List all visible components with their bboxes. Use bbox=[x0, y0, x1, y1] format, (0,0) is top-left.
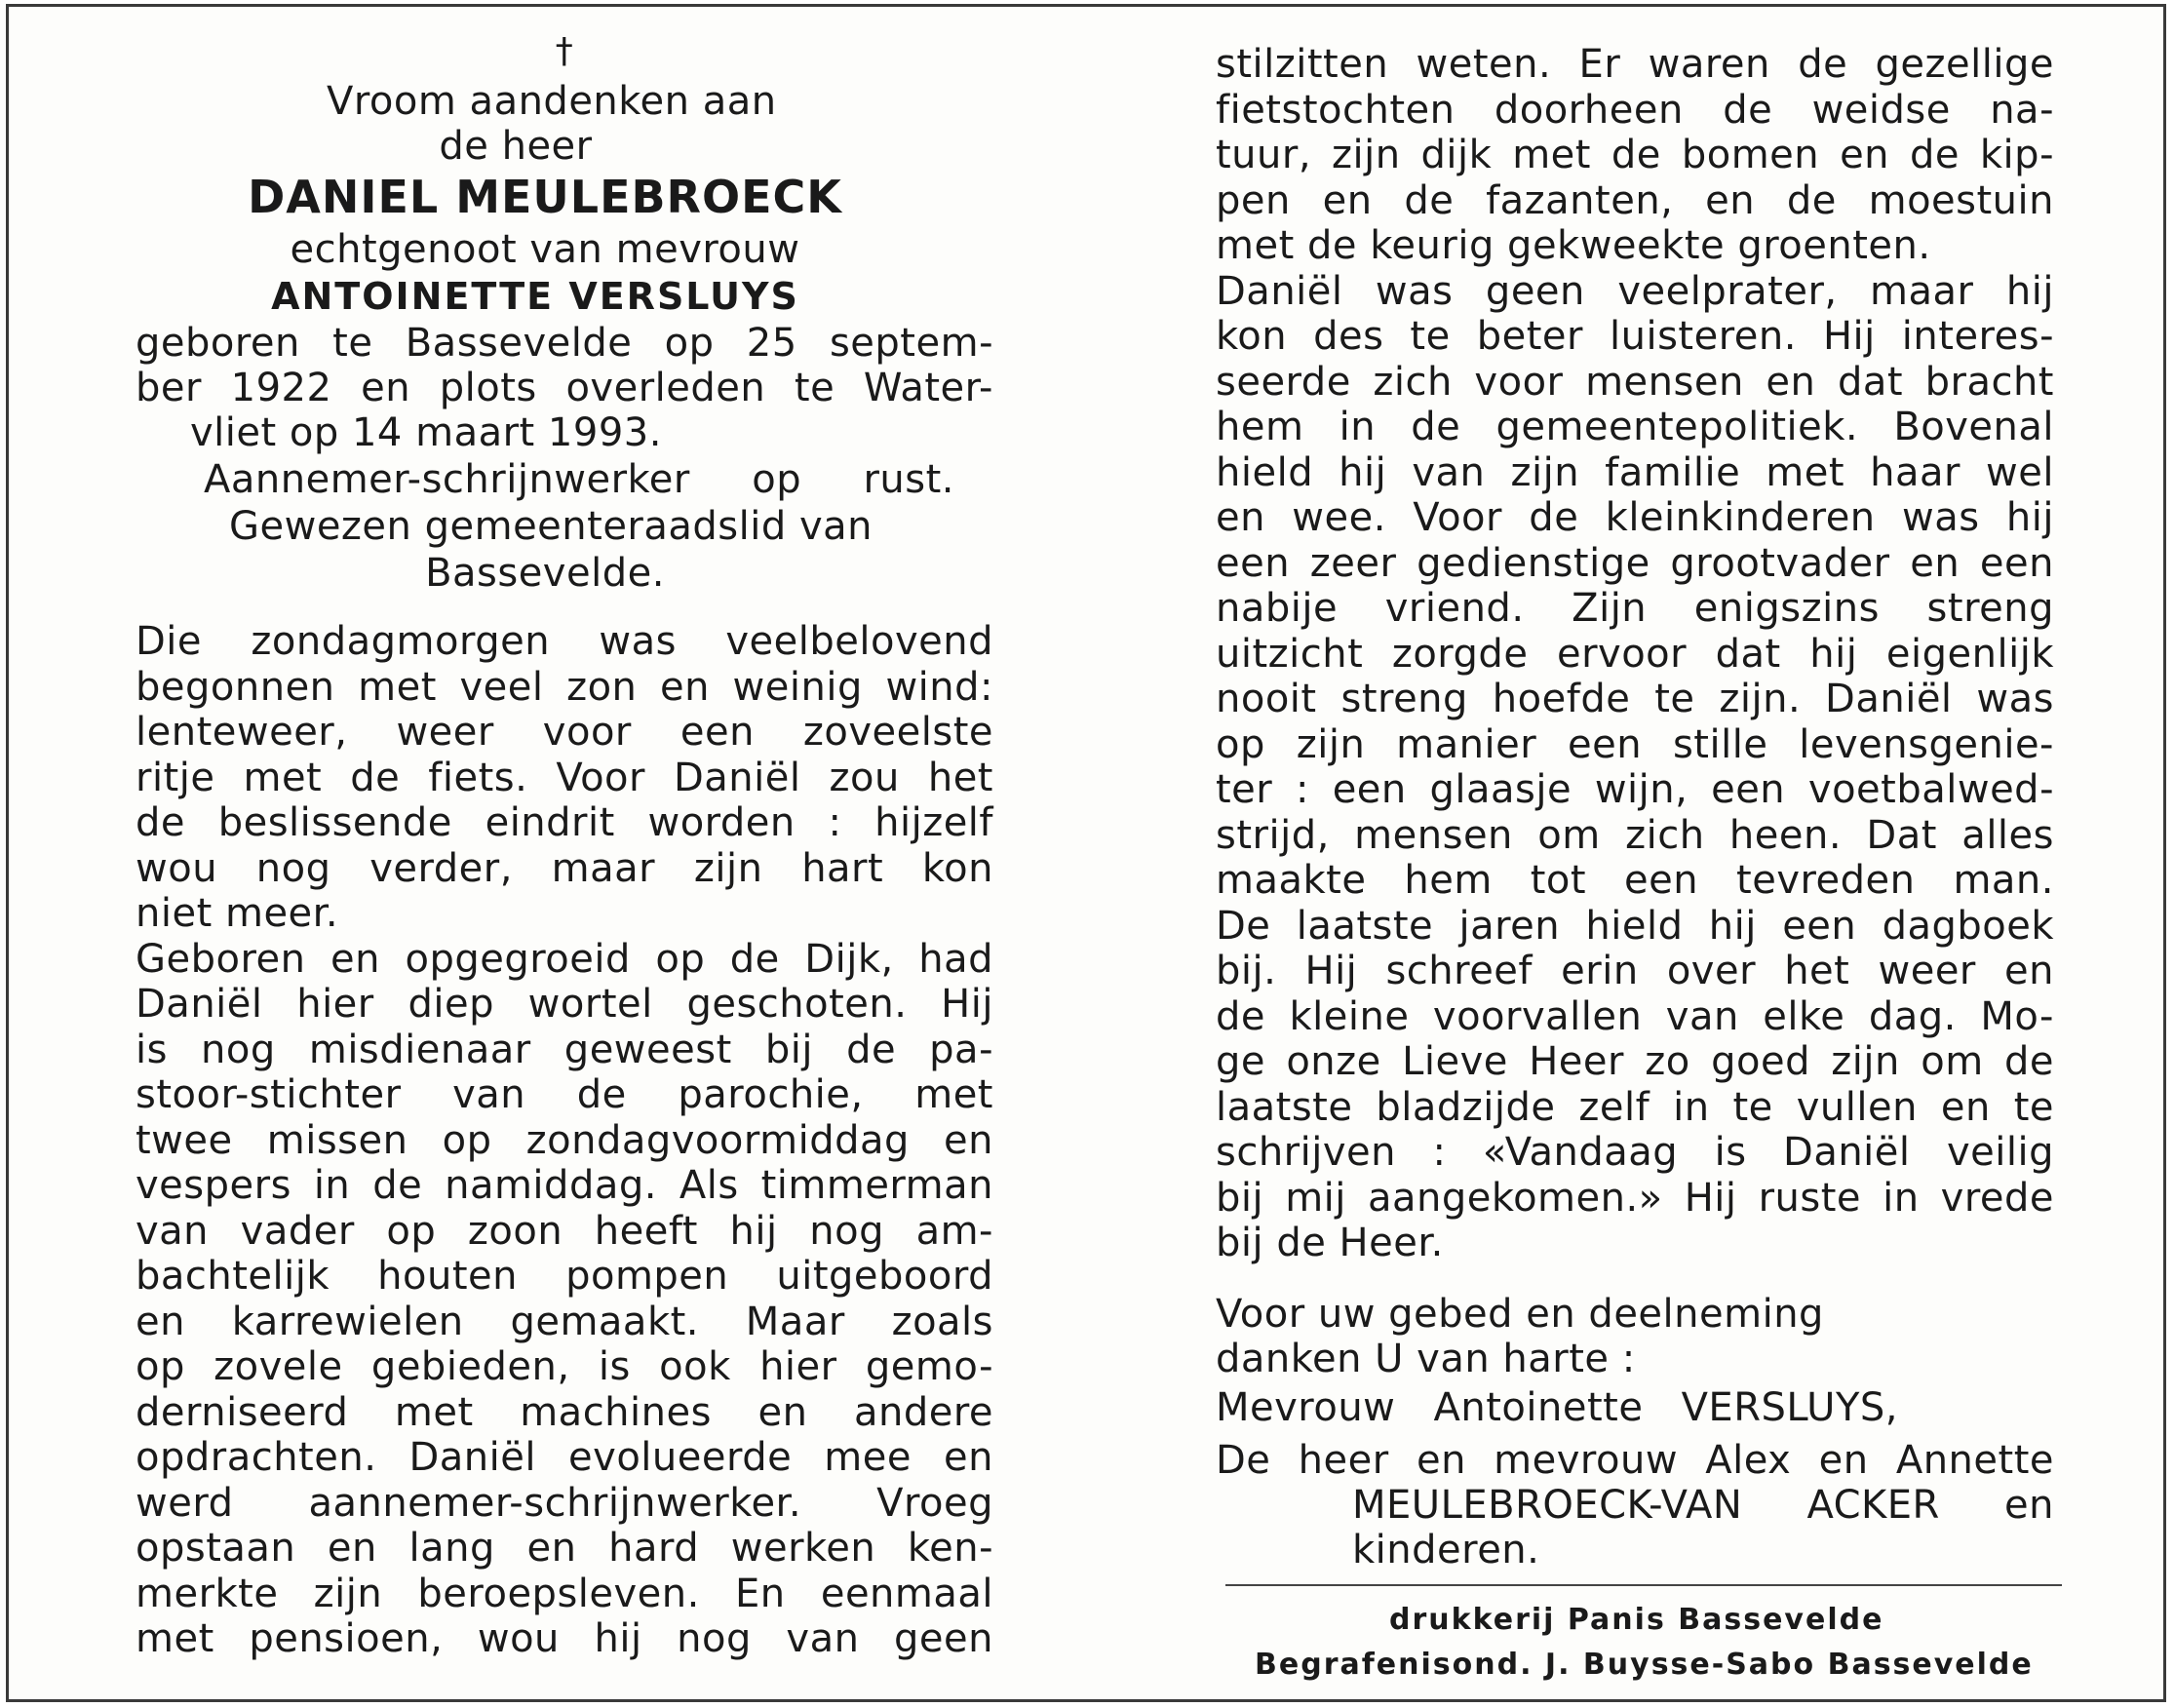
body-line: Die zondagmorgen was veelbelovend bbox=[136, 619, 993, 664]
body-line: opdrachten. Daniël evolueerde mee en bbox=[136, 1435, 993, 1480]
right-page bbox=[1216, 7, 2054, 1699]
details-line: ber 1922 en plots overleden te Water- bbox=[136, 366, 993, 410]
body-line: lenteweer, weer voor een zoveelste bbox=[136, 710, 993, 755]
printer-credit: drukkerij Panis Bassevelde bbox=[1389, 1603, 1884, 1637]
deceased-name: DANIEL MEULEBROECK bbox=[248, 171, 842, 223]
body-line: strijd, mensen om zich heen. Dat alles bbox=[1216, 812, 2054, 858]
body-line: de kleine voorvallen van elke dag. Mo- bbox=[1216, 993, 2054, 1039]
body-line: ter : een glaasje wijn, een voetbalwed- bbox=[1216, 767, 2054, 812]
body-line: en karrewielen gemaakt. Maar zoals bbox=[136, 1299, 993, 1344]
body-line: een zeer gedienstige grootvader en een bbox=[1216, 540, 2054, 586]
thanks-line: Voor uw gebed en deelneming bbox=[1216, 1292, 1824, 1337]
body-line: maakte hem tot een tevreden man. bbox=[1216, 858, 2054, 903]
body-line: seerde zich voor mensen en dat bracht bbox=[1216, 359, 2054, 405]
spouse-intro: echtgenoot van mevrouw bbox=[290, 227, 800, 272]
body-line: bachtelijk houten pompen uitgeboord bbox=[136, 1254, 993, 1299]
body-line: pen en de fazanten, en de moestuin bbox=[1216, 177, 2054, 223]
body-line: op zijn manier een stille levensgenie- bbox=[1216, 721, 2054, 767]
body-line: uitzicht zorgde ervoor dat hij eigenlijk bbox=[1216, 631, 2054, 677]
memorial-card bbox=[6, 4, 2166, 1702]
body-line: De laatste jaren hield hij een dagboek bbox=[1216, 903, 2054, 949]
body-line: wou nog verder, maar zijn hart kon bbox=[136, 845, 993, 891]
council-line: Gewezen gemeenteraadslid van bbox=[229, 504, 873, 549]
body-line: Daniël hier diep wortel geschoten. Hij bbox=[136, 982, 993, 1027]
body-line: bij de Heer. bbox=[1216, 1221, 1444, 1265]
body-line: en wee. Voor de kleinkinderen was hij bbox=[1216, 495, 2054, 540]
body-line: met pensioen, wou hij nog van geen bbox=[136, 1616, 993, 1661]
body-line: merkte zijn beroepsleven. En eenmaal bbox=[136, 1571, 993, 1616]
body-line: is nog misdienaar geweest bij de pa- bbox=[136, 1027, 993, 1072]
body-line: opstaan en lang en hard werken ken- bbox=[136, 1526, 993, 1571]
body-line: van vader op zoon heeft hij nog am- bbox=[136, 1208, 993, 1254]
cross-icon: † bbox=[555, 31, 574, 71]
body-line: Geboren en opgegroeid op de Dijk, had bbox=[136, 936, 993, 982]
details-line: vliet op 14 maart 1993. bbox=[190, 410, 662, 455]
body-line: fietstochten doorheen de weidse na- bbox=[1216, 87, 2054, 133]
body-line: nabije vriend. Zijn enigszins streng bbox=[1216, 586, 2054, 631]
divider bbox=[1225, 1584, 2062, 1586]
body-line: vespers in de namiddag. Als timmerman bbox=[136, 1163, 993, 1208]
body-line: bij mij aangekomen.» Hij ruste in vrede bbox=[1216, 1175, 2054, 1221]
body-line: schrijven : «Vandaag is Daniël veilig bbox=[1216, 1130, 2054, 1175]
family-line: MEULEBROECK-VAN ACKER en bbox=[1352, 1483, 2054, 1528]
memorial-heading: Vroom aandenken aan bbox=[327, 79, 777, 124]
body-line: derniseerd met machines en andere bbox=[136, 1389, 993, 1435]
profession-line: Aannemer-schrijnwerker op rust. bbox=[204, 457, 954, 502]
body-line: stoor-stichter van de parochie, met bbox=[136, 1072, 993, 1117]
body-line: begonnen met veel zon en weinig wind: bbox=[136, 664, 993, 710]
funeral-credit: Begrafenisond. J. Buysse-Sabo Bassevelde bbox=[1255, 1648, 2034, 1682]
left-page bbox=[136, 7, 993, 1699]
body-line: Daniël was geen veelprater, maar hij bbox=[1216, 268, 2054, 314]
body-line: ge onze Lieve Heer zo goed zijn om de bbox=[1216, 1039, 2054, 1084]
body-line: twee missen op zondagvoormiddag en bbox=[136, 1117, 993, 1163]
body-line: op zovele gebieden, is ook hier gemo- bbox=[136, 1344, 993, 1389]
body-line: ritje met de fiets. Voor Daniël zou het bbox=[136, 755, 993, 800]
family-line: Mevrouw Antoinette VERSLUYS, bbox=[1216, 1385, 1898, 1430]
body-line: laatste bladzijde zelf in te vullen en te bbox=[1216, 1084, 2054, 1130]
body-line: hem in de gemeentepolitiek. Bovenal bbox=[1216, 405, 2054, 449]
family-line: De heer en mevrouw Alex en Annette bbox=[1216, 1438, 2054, 1483]
spouse-name: ANTOINETTE VERSLUYS bbox=[271, 275, 799, 318]
body-line: de beslissende eindrit worden : hijzelf bbox=[136, 800, 993, 845]
body-line: niet meer. bbox=[136, 891, 339, 936]
title-line: de heer bbox=[439, 124, 593, 169]
body-line: met de keurig gekweekte groenten. bbox=[1216, 223, 1931, 268]
details-line: geboren te Bassevelde op 25 septem- bbox=[136, 321, 993, 366]
body-line: nooit streng hoefde te zijn. Daniël was bbox=[1216, 677, 2054, 721]
family-line: kinderen. bbox=[1352, 1528, 1540, 1572]
thanks-line: danken U van harte : bbox=[1216, 1337, 1636, 1381]
body-line: hield hij van zijn familie met haar wel bbox=[1216, 449, 2054, 495]
body-line: bij. Hij schreef erin over het weer en bbox=[1216, 949, 2054, 993]
body-line: werd aannemer-schrijnwerker. Vroeg bbox=[136, 1480, 993, 1526]
body-line: tuur, zijn dijk met de bomen en de kip- bbox=[1216, 133, 2054, 177]
body-line: kon des te beter luisteren. Hij interes- bbox=[1216, 314, 2054, 359]
body-line: stilzitten weten. Er waren de gezellige bbox=[1216, 42, 2054, 87]
council-line: Bassevelde. bbox=[425, 551, 665, 596]
